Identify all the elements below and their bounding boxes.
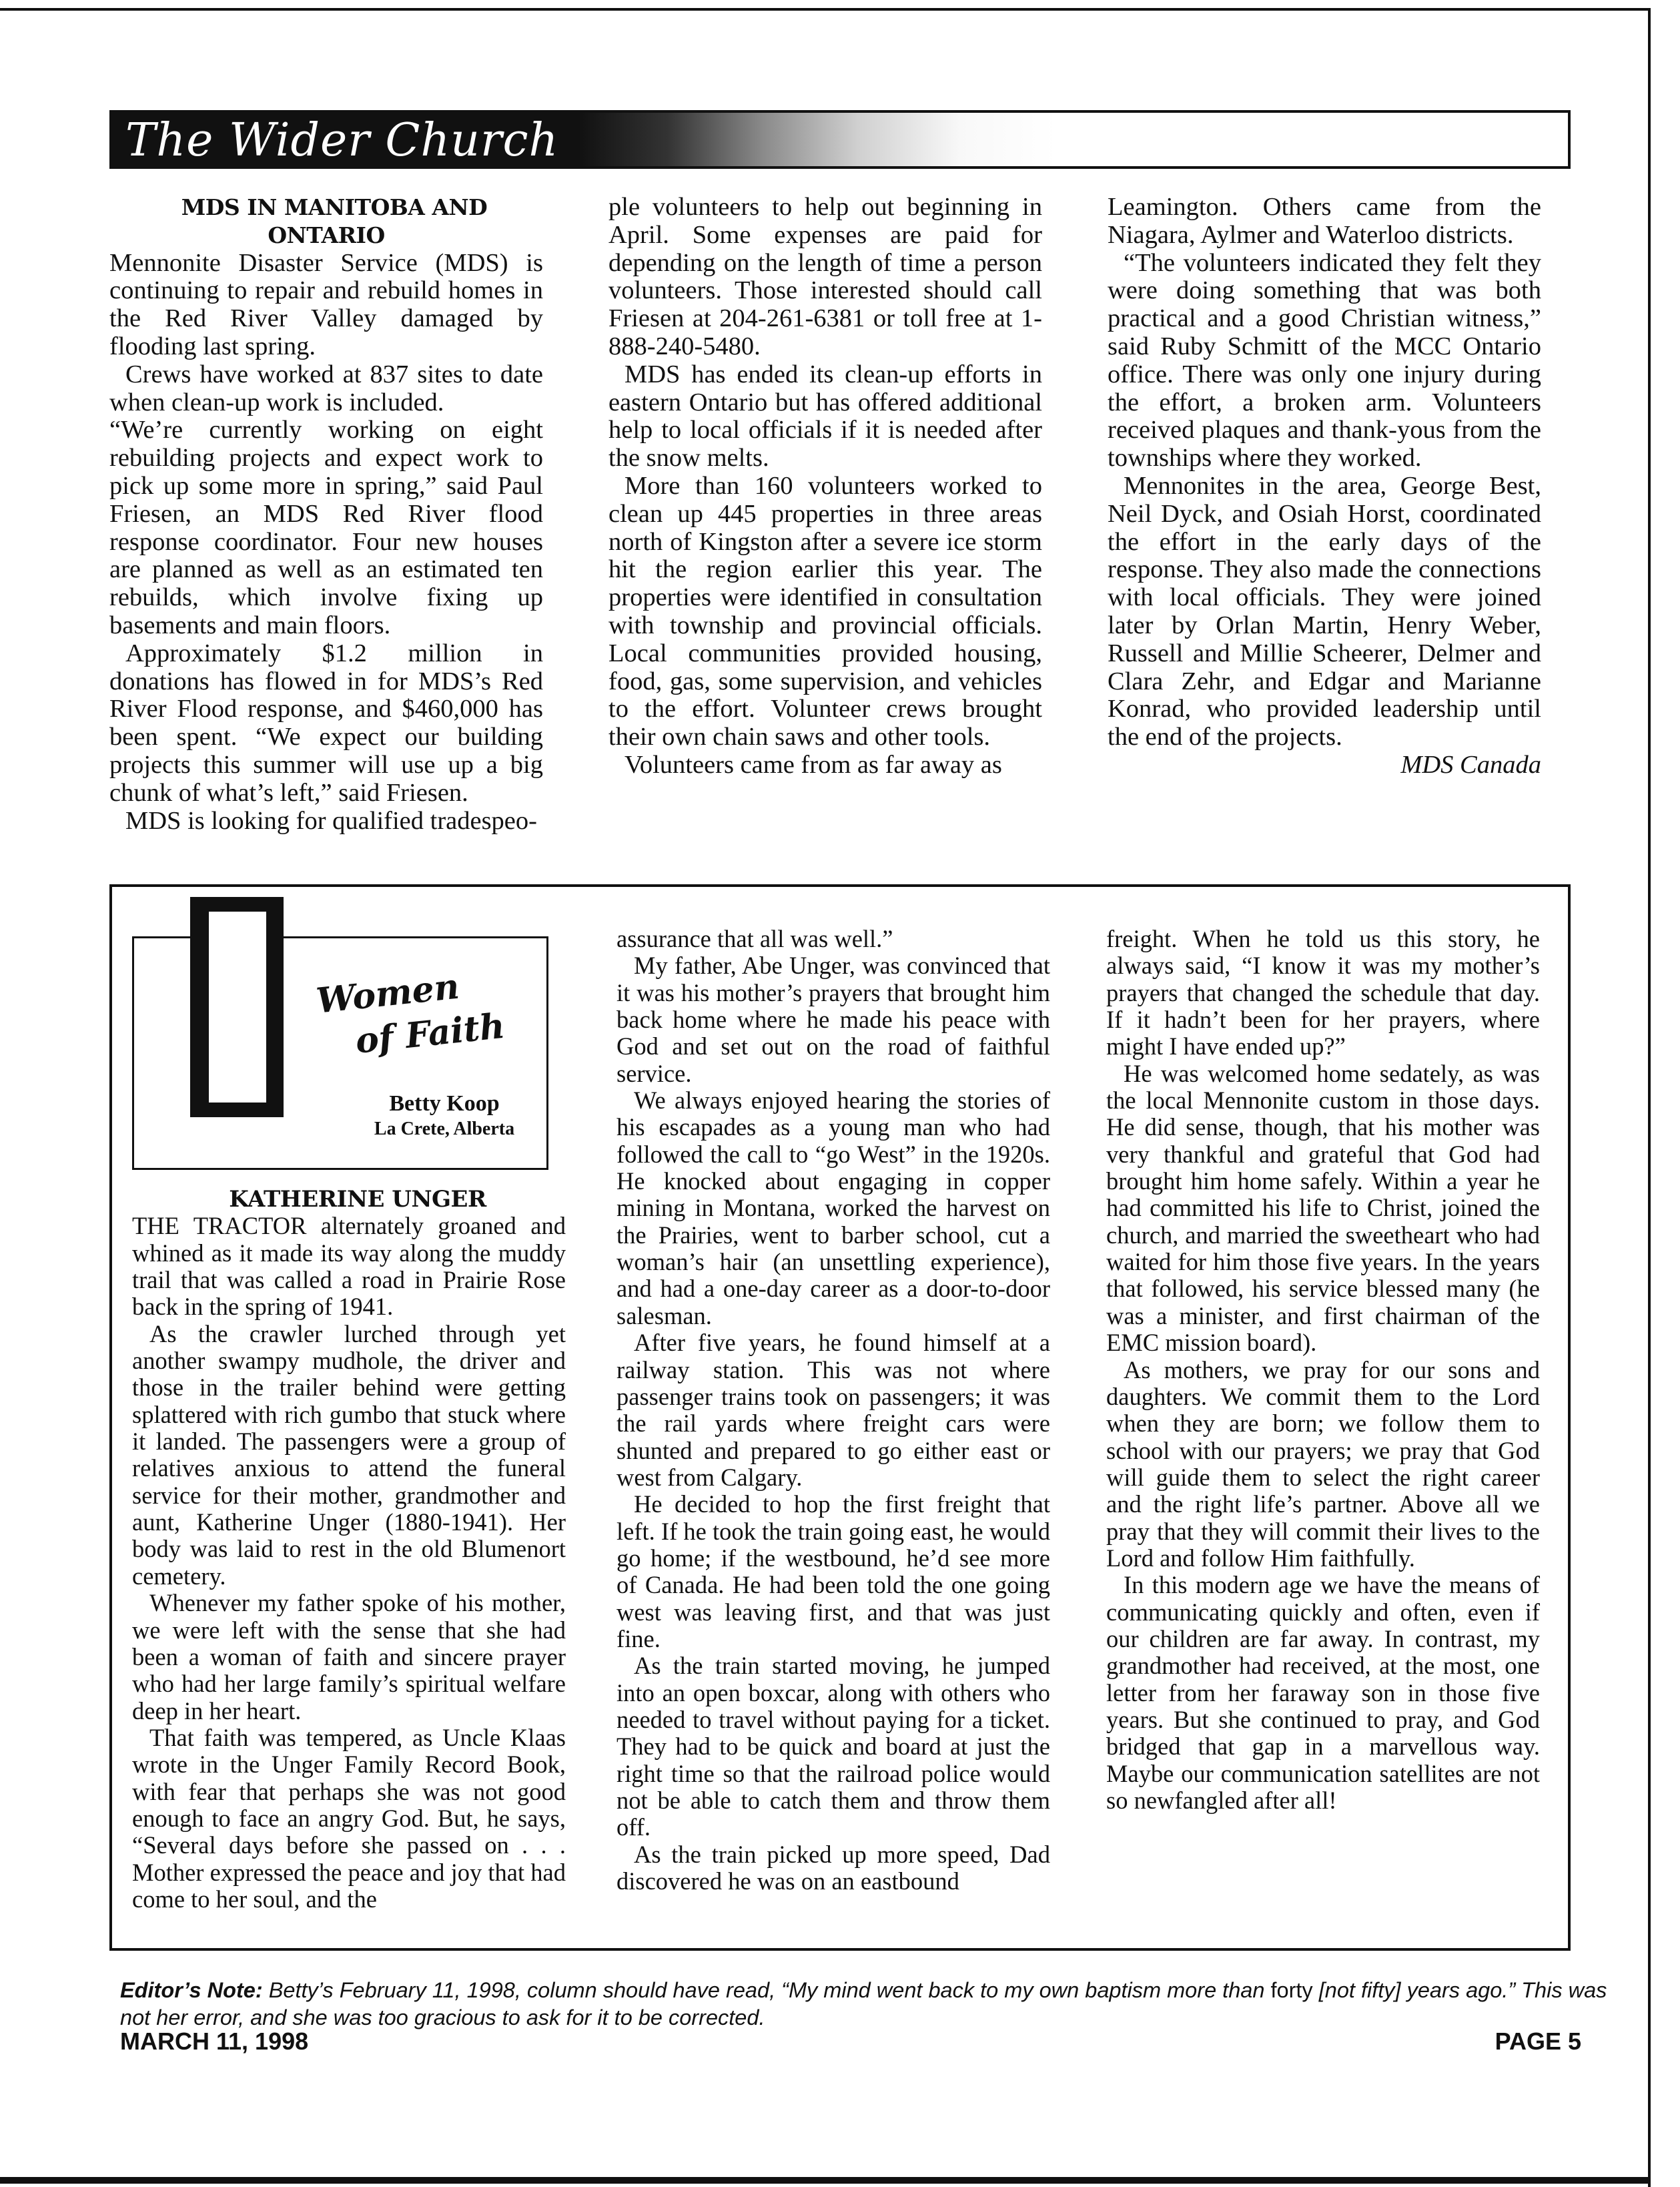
section-title: The Wider Church [125,114,559,167]
column-author: Betty Koop [389,1091,500,1116]
column-logo [132,936,548,1170]
paragraph: He decided to hop the first freight that left. If he took the train going east, he would go home; if the westbound, he’d see more of Canada. He had been told the one going west was leaving first, and that was just fine. [616,1490,1050,1652]
article-source: MDS Canada [1400,750,1541,779]
paragraph: Volunteers came from as far away as [624,750,1002,779]
editor-note [120,1977,1608,2032]
paragraph: “We’re currently working on eight rebuilding projects and expect work to pick up some more in spring,” said Paul Friesen, an MDS Red River flood response coordinator. Four new houses are planned as well as an estimated ten rebuilds, which involve fixing up basements and main floors. [109,416,543,639]
paragraph: freight. When he told us this story, he always said, “I know it was my mother’s prayers that changed the schedule that day. If it hadn’t been for her prayers, where might I have ended up?” [1106,925,1540,1060]
paragraph: Approximately $1.2 million in donations has flowed in for MDS’s Red River Flood response, and $460,000 has been spent. “We expect our building projects this summer will use up a big chunk of what’s left,” said Friesen. [109,639,543,807]
paragraph: THE TRACTOR alternately groaned and whined as it made its way along the muddy trail that was called a road in Prairie Rose back in the spring of 1941. [132,1212,566,1321]
paragraph: Whenever my father spoke of his mother, we were left with the sense that she had been a woman of faith and sincere prayer who had her large family’s spiritual welfare deep in her heart. [132,1589,566,1725]
footer-page-number: PAGE 5 [1495,2027,1581,2055]
column-text-2 [616,926,1050,1895]
paragraph: As the train picked up more speed, Dad discovered he was on an eastbound [616,1840,1050,1895]
logo-line-2: of Faith [353,1005,507,1062]
doorway-opening [209,912,266,1103]
paragraph: After five years, he found himself at a railway station. This was not where passenger trains took on passengers; it was the rail yards where freight cars were shunted and prepared to go either east or west from Calgary. [616,1329,1050,1491]
mds-article-column-1 [109,194,543,834]
paragraph: We always enjoyed hearing the stories of his escapades as a young man who had followed the call to “go West” in the 1920s. He knocked about engaging in copper mining in Montana, worked the harvest on the Prairies, went to barber school, cut a woman’s hair (an unsettling experience), and had a one-day career as a door-to-door salesman. [616,1086,1050,1329]
doorway-icon [190,897,284,1117]
paragraph: He was welcomed home sedately, as was the local Mennonite custom in those days. He did sense, though, that his mother was very thankful and grateful that God had brought him home safely. Within a year he had committed his life to Christ, joined the church, and married the sweetheart who had waited for him those five years. In the years that followed, his service blessed many (he was a minister, and first chairman of the EMC mission board). [1106,1059,1540,1357]
paragraph: Mennonites in the area, George Best, Neil Dyck, and Osiah Horst, coordinated the effort in the early days of the response. They also made the connections with local officials. They were joined later by Orlan Martin, Henry Weber, Russell and Millie Scheerer, Delmer and Clara Zehr, and Edgar and Marianne Konrad, who provided leadership until the end of the projects. [1108,471,1541,751]
mds-article-headline: MDS IN MANITOBA AND ONTARIO [181,194,488,248]
paragraph: MDS is looking for qualified tradespeo- [125,806,537,835]
editor-note-text-a: Betty’s February 11, 1998, column should have read, “My mind went back to my own baptism more than [262,1978,1271,2002]
paragraph: More than 160 volunteers worked to clean up 445 properties in three areas north of Kingston after a severe ice storm hit the region earlier this year. The properties were identified in consultation with township and provincial officials. Local communities provided housing, food, gas, some supervision, and vehicles to the effort. Volunteer crews brought their own chain saws and other tools. [608,471,1042,751]
paragraph: As the train started moving, he jumped into an open boxcar, along with others who needed to travel without paying for a ticket. They had to be quick and board at just the right time so that the railroad police would not be able to catch them and throw them off. [616,1652,1050,1841]
paragraph: As the crawler lurched through yet another swampy mudhole, the driver and those in the trailer behind were getting splattered with rich gumbo that stuck where it landed. The passengers were a group of relatives anxious to attend the funeral service for their mother, grandmother and aunt, Katherine Unger (1880-1941). Her body was laid to rest in the old Blumenort cemetery. [132,1319,566,1590]
mds-article [109,194,1577,834]
mds-article-column-3 [1108,194,1541,834]
paragraph: assurance that all was well.” [616,925,893,952]
paragraph: Leamington. Others came from the Niagara, Aylmer and Waterloo districts. [1108,193,1541,249]
column-logo-title [314,959,522,1068]
women-of-faith-box [109,884,1571,1951]
paragraph: Mennonite Disaster Service (MDS) is continuing to repair and rebuild homes in the Red River Valley damaged by flooding last spring. [109,248,543,360]
paragraph: As mothers, we pray for our sons and daughters. We commit them to the Lord when they are born; we follow them to school with our prayers; we pray that God will guide them to select the right career and the right life’s partner. Above all we pray that they will commit their lives to the Lord and follow Him faithfully. [1106,1355,1540,1572]
banner-halftone-fade [579,113,1313,166]
column-text-1 [132,887,566,1913]
paragraph: My father, Abe Unger, was convinced that it was his mother’s prayers that brought him back home where he made his peace with God and set out on the road of faithful service. [616,952,1050,1087]
page-border-bottom [0,2177,1651,2184]
column-article-title: KATHERINE UNGER [229,1186,486,1213]
paragraph: MDS has ended its clean-up efforts in eastern Ontario but has offered additional help to local officials if it is needed after the snow melts. [608,360,1042,473]
column-text-3 [1106,926,1540,1814]
paragraph: In this modern age we have the means of communicating quickly and often, even if our children are far away. In contrast, my grandmother had received, at the most, one letter from her faraway son in those five years. But she continued to pray, and God bridged that gap in a marvellous way. Maybe our communication satellites are not so newfangled after all! [1106,1571,1540,1814]
editor-note-text-b: [not fifty] years ago.” This was not her error, and she was too gracious to ask for it to be corrected. [120,1978,1607,2029]
women-of-faith-columns [112,887,1568,1948]
paragraph: That faith was tempered, as Uncle Klaas wrote in the Unger Family Record Book, with fear that perhaps she was not good enough to face an angry God. But, he says, “Several days before she passed on . . . Mother expressed the peace and joy that had come to her soul, and the [132,1723,566,1913]
column-location: La Crete, Alberta [374,1119,515,1139]
logo-line-1: Women [314,966,462,1022]
section-banner [109,110,1571,169]
paragraph: “The volunteers indicated they felt they were doing something that was both practical and a good Christian witness,” said Ruby Schmitt of the MCC Ontario office. There was only one injury during the effort, a broken arm. Volunteers received plaques and thank-yous from the townships where they worked. [1108,248,1541,473]
paragraph: Crews have worked at 837 sites to date when clean-up work is included. [109,360,543,416]
page-border-right [1648,8,1651,2187]
editor-note-lead: Editor’s Note: [120,1978,263,2002]
page-border-top [0,8,1648,11]
editor-note-correction-word: forty [1270,1978,1313,2002]
paragraph: ple volunteers to help out beginning in April. Some expenses are paid for depending on the length of time a person volunteers. Those interested should call Friesen at 204-261-6381 or toll free at 1-888-240-5480. [608,193,1042,360]
footer-date: MARCH 11, 1998 [120,2027,309,2055]
mds-article-column-2 [608,194,1042,834]
